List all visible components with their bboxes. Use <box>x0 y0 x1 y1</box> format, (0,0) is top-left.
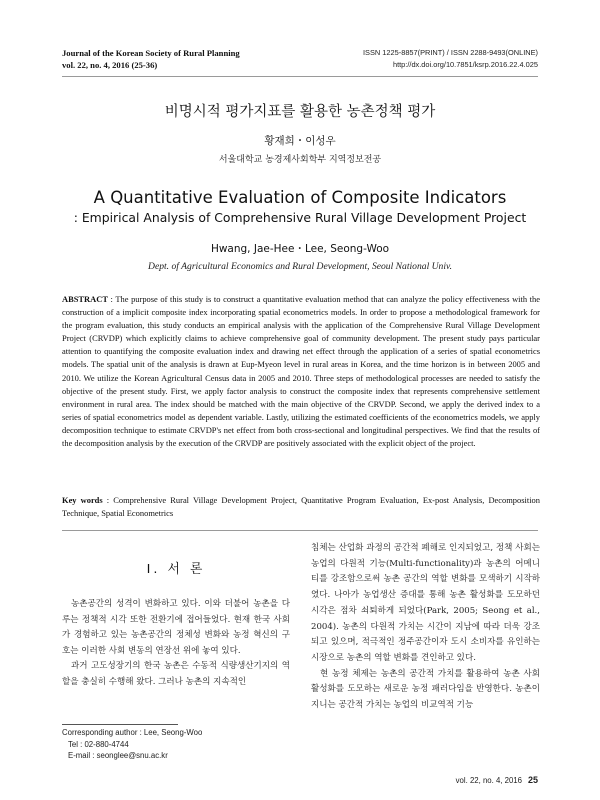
page-footer <box>456 775 538 785</box>
paragraph: 침체는 산업화 과정의 공간적 폐해로 인지되었고, 정책 사회는 농업의 다원적 기능(Multi-functionality)과 농촌의 어메니티를 강조함으로써 농촌 공간의 역할 변화를 모색하기 시작하였다. 나아가 농업생산 증대를 통해 농촌 활성화를 도모하던 시각은 점차 쇠퇴하게 되었다(Park, 2005; Seong et al., 2004). 농촌의 다원적 가치는 시간이 지남에 따라 더욱 강조되고 있으며, 적극적인 정주공간이자 도시 소비자를 유인하는 시장으로 농촌의 역할 변화를 견인하고 있다. <box>311 543 540 663</box>
section-heading: Ⅰ. 서 론 <box>146 562 206 577</box>
keywords-label: Key words <box>62 495 103 505</box>
english-title: A Quantitative Evaluation of Composite Indicators <box>93 188 507 207</box>
abstract-label: ABSTRACT <box>62 294 108 304</box>
paragraph: 현 농정 체제는 농촌의 공간적 가치를 활용하여 농촌 사회 활성화를 도모하는 새로운 농정 패러다임을 반영한다. 농촌이 지니는 공간적 가치는 농업의 비교역적 기능 <box>311 668 540 711</box>
volume-info: vol. 22, no. 4, 2016 (25-36) <box>62 60 158 70</box>
header-divider <box>62 76 538 77</box>
journal-header-left <box>62 47 240 71</box>
author-phone: Tel : 02-880-4744 <box>68 739 129 749</box>
left-column <box>62 597 290 691</box>
doi-link[interactable]: http://dx.doi.org/10.7851/ksrp.2016.22.4.025 <box>392 60 538 69</box>
korean-affiliation: 서울대학교 농경제사회학부 지역정보전공 <box>218 155 382 165</box>
english-affiliation: Dept. of Agricultural Economics and Rural Development, Seoul National Univ. <box>148 261 452 272</box>
english-subtitle: : Empirical Analysis of Comprehensive Rural Village Development Project <box>73 210 527 225</box>
journal-header-right <box>363 47 538 71</box>
footer-volume: vol. 22, no. 4, 2016 <box>455 776 522 785</box>
issn: ISSN 1225-8857(PRINT) / ISSN 2288-9493(ONLINE) <box>363 48 538 57</box>
journal-title: Journal of the Korean Society of Rural Planning <box>62 48 240 58</box>
english-authors: Hwang, Jae-Hee・Lee, Seong-Woo <box>210 243 390 255</box>
abstract <box>62 293 540 450</box>
corresponding-author: Corresponding author : Lee, Seong-Woo <box>62 728 203 737</box>
abstract-text: : The purpose of this study is to construct a quantitative evaluation method that can analyze the policy effectiveness with the construction of a implicit composite index incorporating spatial econometrics models. In order to propose a methodological framework for the program evaluation, this study conducts an empirical analysis with the application of the Comprehensive Rural Village Development Project (CRVDP) which explicitly claims to achieve comprehensive goal of community development. The present study pays particular attention to quantifying the composite evaluation index and drawing net effect through the application of a series of spatial econometrics models. The spatial unit of the analysis is drawn at Eup-Myeon level in rural areas in Korea, and the time horizon is in between 2005 and 2010. We utilize the Korean Agricultural Census data in 2005 and 2010. Three steps of methodological processes are needed to satisfy the objective of the present study. First, we apply factor analysis to construct the composite index that represents comprehensive settlement environment in rural area. The index should be matched with the main objective of the CRVDP. Second, we apply the derived index to a series of spatial econometrics model as dependent variable. Lastly, utilizing the estimated coefficients of the econometrics models, we apply decomposition technique to estimate CRVDP's net effect from both cross-sectional and longitudinal perspectives. We find that the results of the decomposition analysis by the execution of the CRVDP are positively associated with the explicit object of the project. <box>62 294 540 449</box>
keywords <box>62 494 540 520</box>
page-number: 25 <box>527 775 538 785</box>
footnote-divider <box>62 724 178 725</box>
korean-authors: 황재희・이성우 <box>264 135 336 147</box>
korean-title: 비명시적 평가지표를 활용한 농촌정책 평가 <box>164 104 436 120</box>
paragraph: 과거 고도성장기의 한국 농촌은 수동적 식량생산기지의 역할을 충실히 수행해 왔다. 그러나 농촌의 지속적인 <box>62 661 290 687</box>
author-email[interactable]: E-mail : seonglee@snu.ac.kr <box>68 751 168 760</box>
keywords-divider <box>62 530 538 531</box>
paragraph: 농촌공간의 성격이 변화하고 있다. 이와 더불어 농촌을 다루는 정책적 시각 또한 전환기에 접어들었다. 현재 한국 사회가 경험하고 있는 농촌공간의 정체성 변화와 농정 혁신의 구호는 이러한 사회 변동의 연장선 위에 놓여 있다. <box>62 599 290 656</box>
keywords-text: : Comprehensive Rural Village Development Project, Quantitative Program Evaluation, Ex-post Analysis, Decomposition Technique, Spatial Econometrics <box>62 495 540 518</box>
footnote <box>62 727 202 762</box>
right-column <box>311 541 540 714</box>
